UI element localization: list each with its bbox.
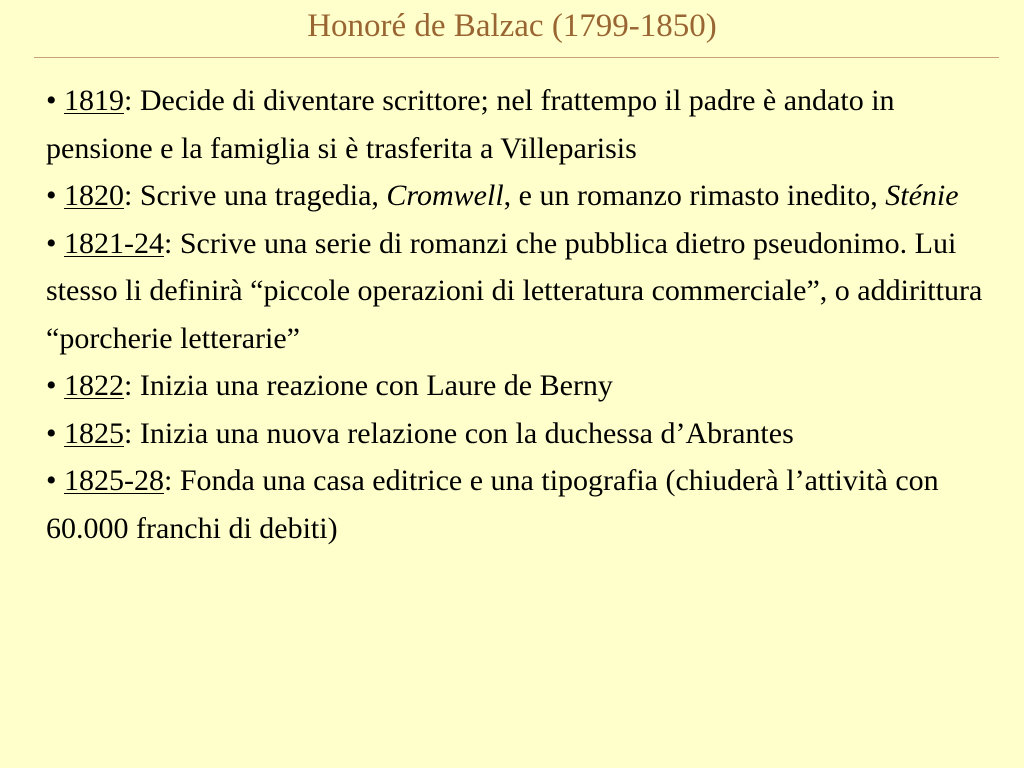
work-title-stenie: Sténie <box>885 179 959 212</box>
entry-text: , e un romanzo rimasto inedito, <box>503 179 886 212</box>
bullet: • <box>46 226 57 260</box>
entry-text: : Scrive una tragedia, <box>124 179 387 212</box>
entry-text: : Fonda una casa editrice e una tipografia (chiuderà l’attività con 60.000 franchi di debiti) <box>46 464 939 545</box>
entry-text: : Decide di diventare scrittore; nel frattempo il padre è andato in pensione e la famiglia si è trasferita a Villeparisis <box>46 84 895 165</box>
entry-text: : Inizia una reazione con Laure de Berny <box>124 369 613 402</box>
timeline-entry-1820 <box>46 172 986 220</box>
timeline-entry-1819 <box>46 77 986 172</box>
bullet: • <box>46 416 57 450</box>
bullet: • <box>46 179 57 212</box>
entry-year: 1819 <box>64 84 125 117</box>
entry-year: 1825 <box>64 416 125 450</box>
entry-text: : Scrive una serie di romanzi che pubblica dietro pseudonimo. Lui stesso li definirà “piccole operazioni di letteratura commerciale”, o addirittura “porcherie letterarie” <box>46 226 983 355</box>
timeline-entry-1825-28 <box>46 457 986 552</box>
entry-text: : Inizia una nuova relazione con la duchessa d’Abrantes <box>124 416 794 450</box>
work-title-cromwell: Cromwell <box>386 179 504 212</box>
entry-year: 1825-28 <box>64 464 165 497</box>
slide-title: Honoré de Balzac (1799-1850) <box>307 8 717 44</box>
timeline-entry-1825 <box>46 410 986 458</box>
entry-year: 1821-24 <box>64 226 165 260</box>
slide-body <box>46 77 986 552</box>
bullet: • <box>46 369 57 402</box>
title-divider <box>34 57 999 58</box>
bullet: • <box>46 84 57 117</box>
timeline-entry-1821-24 <box>46 220 986 363</box>
bullet: • <box>46 464 57 497</box>
timeline-entry-1822 <box>46 362 986 410</box>
entry-year: 1820 <box>64 179 125 212</box>
entry-year: 1822 <box>64 369 125 402</box>
